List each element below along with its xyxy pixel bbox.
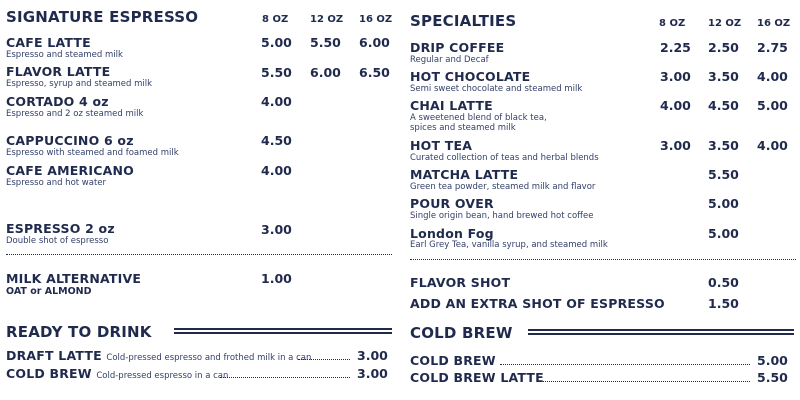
price-12oz: 6.00 bbox=[310, 65, 341, 80]
price-12oz: 3.50 bbox=[708, 138, 739, 153]
price-8oz: 5.50 bbox=[261, 65, 292, 80]
ready-item-row bbox=[6, 366, 228, 381]
signature-title: SIGNATURE ESPRESSO bbox=[6, 8, 199, 26]
ready-item-row bbox=[6, 348, 311, 363]
cold-brew-item-name: COLD BREW bbox=[410, 353, 496, 368]
price-8oz: 4.00 bbox=[660, 98, 691, 113]
menu-item-name: ESPRESSO 2 oz bbox=[6, 221, 115, 236]
ready-item-name: COLD BREW bbox=[6, 366, 92, 381]
leader-dots bbox=[298, 359, 350, 360]
menu-item-desc: Curated collection of teas and herbal blends bbox=[410, 153, 599, 163]
leader-dots bbox=[540, 381, 750, 382]
price-8oz: 2.25 bbox=[660, 40, 691, 55]
price-8oz: 3.00 bbox=[261, 222, 292, 237]
price-8oz: 4.00 bbox=[261, 94, 292, 109]
ready-item-price: 3.00 bbox=[357, 366, 388, 381]
price-16oz: 4.00 bbox=[757, 138, 788, 153]
milk-alternative-sub: OAT or ALMOND bbox=[6, 286, 92, 297]
leader-dots bbox=[220, 377, 350, 378]
menu-item-name: MATCHA LATTE bbox=[410, 167, 519, 182]
menu-item-desc: Espresso and hot water bbox=[6, 178, 107, 188]
ready-item-price: 3.00 bbox=[357, 348, 388, 363]
price-8oz: 5.00 bbox=[261, 35, 292, 50]
price-8oz: 4.00 bbox=[261, 163, 292, 178]
menu-item-name: CAFE LATTE bbox=[6, 35, 91, 50]
price-16oz: 6.50 bbox=[359, 65, 390, 80]
section-rule bbox=[174, 328, 392, 334]
price-8oz: 4.50 bbox=[261, 133, 292, 148]
cold-brew-title: COLD BREW bbox=[410, 324, 513, 342]
price-16oz: 4.00 bbox=[757, 69, 788, 84]
milk-alternative-price: 1.00 bbox=[261, 271, 292, 286]
size-header-16oz: 16 OZ bbox=[359, 14, 393, 25]
menu-item-desc: Earl Grey Tea, vanilla syrup, and steamed milk bbox=[410, 240, 608, 250]
leader-dots bbox=[500, 364, 750, 365]
price-16oz: 6.00 bbox=[359, 35, 390, 50]
ready-item-desc: Cold-pressed espresso in a can bbox=[96, 371, 229, 381]
size-header-8oz: 8 OZ bbox=[262, 14, 289, 25]
size-header-12oz: 12 OZ bbox=[310, 14, 344, 25]
menu-item-desc: Single origin bean, hand brewed hot coffee bbox=[410, 211, 594, 221]
section-divider bbox=[410, 259, 796, 260]
price-16oz: 5.00 bbox=[757, 98, 788, 113]
ready-item-name: DRAFT LATTE bbox=[6, 348, 102, 363]
menu-item-desc: Green tea powder, steamed milk and flavor bbox=[410, 182, 596, 192]
menu-item-desc: Double shot of espresso bbox=[6, 236, 109, 246]
menu-item-name: POUR OVER bbox=[410, 196, 494, 211]
price-12oz: 5.50 bbox=[310, 35, 341, 50]
milk-alternative-name: MILK ALTERNATIVE bbox=[6, 271, 142, 286]
ready-item-desc: Cold-pressed espresso and frothed milk in a can bbox=[106, 353, 312, 363]
price-12oz: 2.50 bbox=[708, 40, 739, 55]
menu-item-name: DRIP COFFEE bbox=[410, 40, 505, 55]
price-12oz: 5.00 bbox=[708, 226, 739, 241]
price-8oz: 3.00 bbox=[660, 69, 691, 84]
menu-item-desc: A sweetened blend of black tea, spices and steamed milk bbox=[410, 113, 547, 133]
specialties-title: SPECIALTIES bbox=[410, 12, 517, 30]
menu-item-desc: Espresso and 2 oz steamed milk bbox=[6, 109, 144, 119]
section-divider bbox=[6, 254, 392, 255]
price-16oz: 2.75 bbox=[757, 40, 788, 55]
section-rule bbox=[528, 329, 794, 335]
menu-item-desc: Espresso and steamed milk bbox=[6, 50, 123, 60]
ready-to-drink-title: READY TO DRINK bbox=[6, 323, 152, 341]
size-header-16oz: 16 OZ bbox=[757, 18, 791, 29]
price-12oz: 3.50 bbox=[708, 69, 739, 84]
price-12oz: 5.00 bbox=[708, 196, 739, 211]
menu-item-desc: Espresso with steamed and foamed milk bbox=[6, 148, 179, 158]
menu-item-name: HOT CHOCOLATE bbox=[410, 69, 531, 84]
menu-item-name: CAFE AMERICANO bbox=[6, 163, 134, 178]
menu-item-name: CHAI LATTE bbox=[410, 98, 493, 113]
menu-item-name: London Fog bbox=[410, 226, 494, 241]
extra-shot-price: 1.50 bbox=[708, 296, 739, 311]
menu-item-name: FLAVOR LATTE bbox=[6, 64, 111, 79]
menu-item-desc: Semi sweet chocolate and steamed milk bbox=[410, 84, 583, 94]
flavor-shot-price: 0.50 bbox=[708, 275, 739, 290]
size-header-8oz: 8 OZ bbox=[659, 18, 686, 29]
menu-item-name: CAPPUCCINO 6 oz bbox=[6, 133, 134, 148]
cold-brew-item-price: 5.50 bbox=[757, 370, 788, 385]
menu-item-name: HOT TEA bbox=[410, 138, 473, 153]
flavor-shot-name: FLAVOR SHOT bbox=[410, 275, 511, 290]
price-12oz: 5.50 bbox=[708, 167, 739, 182]
price-8oz: 3.00 bbox=[660, 138, 691, 153]
extra-shot-name: ADD AN EXTRA SHOT OF ESPRESSO bbox=[410, 296, 665, 311]
menu-item-desc: Regular and Decaf bbox=[410, 55, 489, 65]
size-header-12oz: 12 OZ bbox=[708, 18, 742, 29]
menu-item-name: CORTADO 4 oz bbox=[6, 94, 109, 109]
cold-brew-item-name: COLD BREW LATTE bbox=[410, 370, 544, 385]
cold-brew-item-price: 5.00 bbox=[757, 353, 788, 368]
price-12oz: 4.50 bbox=[708, 98, 739, 113]
menu-item-desc: Espresso, syrup and steamed milk bbox=[6, 79, 153, 89]
